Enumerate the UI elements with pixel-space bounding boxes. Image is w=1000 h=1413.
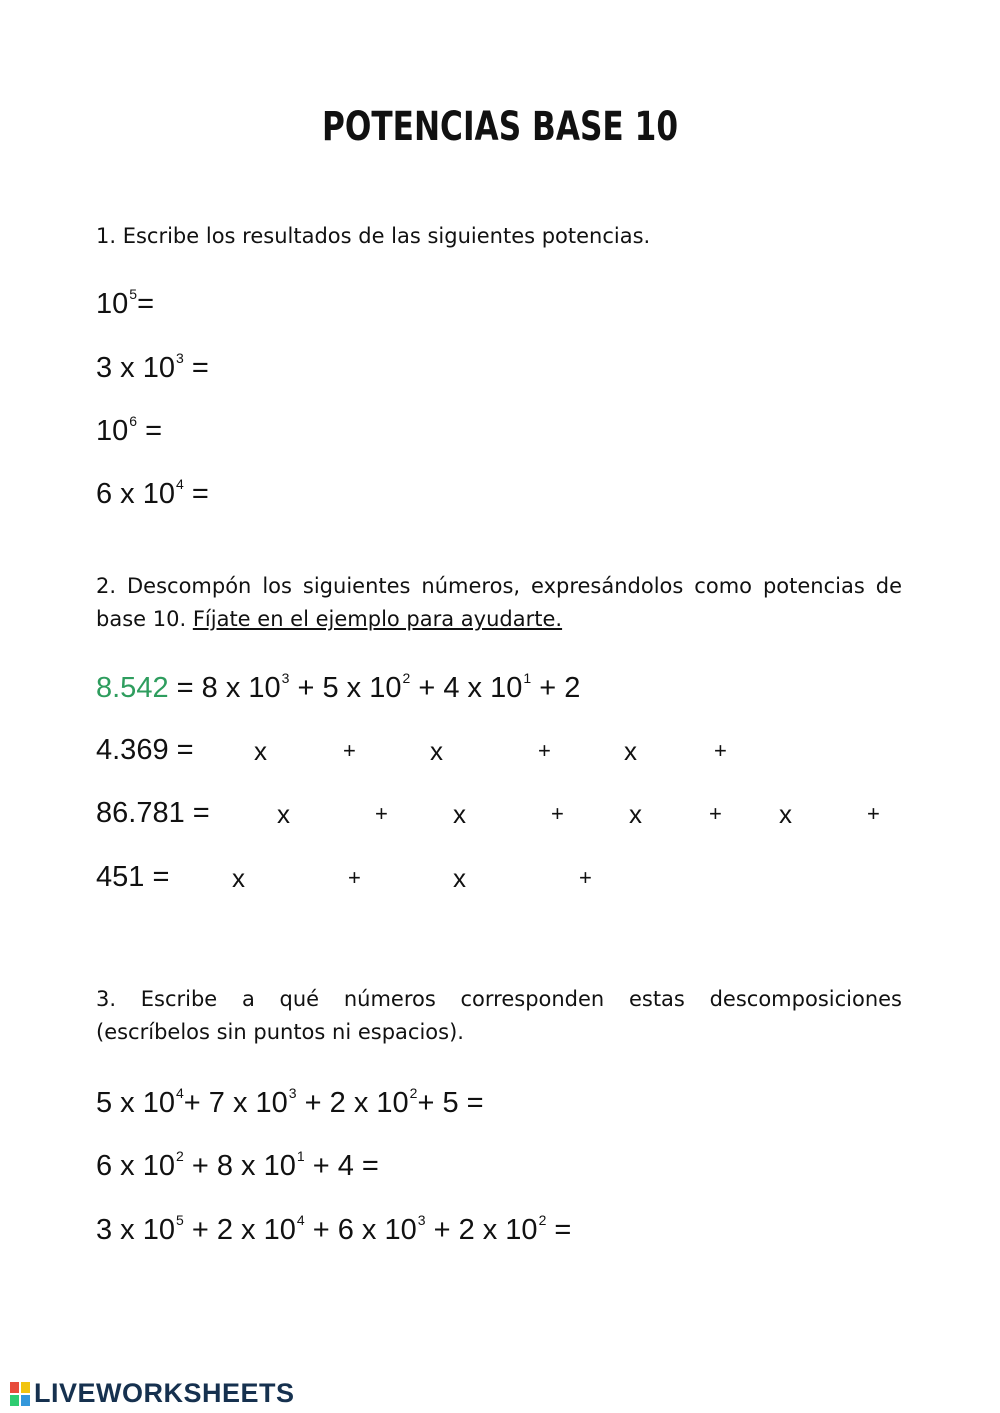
times-sign: x xyxy=(453,863,466,893)
instruction-2-line-2: base 10. Fíjate en el ejemplo para ayudarte. xyxy=(96,607,563,631)
power-item-4: 6 x $10^4$ = xyxy=(96,476,209,510)
instruction-2-line-1: 2. Descompón los siguientes números, expresándolos como potencias de xyxy=(96,574,902,598)
plus-sign: + xyxy=(551,801,564,826)
liveworksheets-logo xyxy=(9,1378,295,1409)
times-sign: x xyxy=(254,736,267,766)
instruction-3 xyxy=(96,983,902,1016)
instruction-3-line-1: 3. Escribe a qué números corresponden estas descomposiciones xyxy=(96,987,902,1011)
times-sign: x xyxy=(453,799,466,829)
composition-3: 3 x $10^5 + 2$ x $10^4 + 6$ x $10^3 + 2$ x $10^2$ = xyxy=(96,1212,572,1246)
example-number: 8.542 xyxy=(96,672,169,704)
hint-link: Fíjate en el ejemplo para ayudarte. xyxy=(192,607,563,631)
power-item-2: 3 x $10^3$ = xyxy=(96,350,209,384)
times-sign: x xyxy=(277,799,290,829)
decompose-label-1: 4.369 = xyxy=(96,734,194,766)
plus-sign: + xyxy=(375,801,388,826)
times-sign: x xyxy=(430,736,443,766)
plus-sign: + xyxy=(709,801,722,826)
power-item-1: $10^5=$ xyxy=(96,286,154,320)
composition-1: 5 x $10^4+ 7$ x $10^3 + 2$ x $10^2+ 5$ = xyxy=(96,1085,484,1119)
instruction-1: 1. Escribe los resultados de las siguientes potencias. xyxy=(96,224,651,248)
page-title: POTENCIAS BASE 10 xyxy=(321,104,679,150)
liveworksheets-icon xyxy=(9,1381,31,1407)
brand-name: LIVEWORKSHEETS xyxy=(34,1378,295,1408)
decompose-label-3: 451 = xyxy=(96,861,170,893)
composition-2: 6 x $10^2 + 8$ x $10^1 + 4$ = xyxy=(96,1148,379,1182)
plus-sign: + xyxy=(867,801,880,826)
plus-sign: + xyxy=(538,738,551,763)
example-decomposition: 8.542 = 8 x $10^3 + 5$ x $10^2 + 4$ x $10^1 + 2$ xyxy=(96,670,581,704)
plus-sign: + xyxy=(343,738,356,763)
times-sign: x xyxy=(624,736,637,766)
times-sign: x xyxy=(232,863,245,893)
instruction-2 xyxy=(96,570,902,603)
plus-sign: + xyxy=(348,865,361,890)
instruction-3-line-2: (escríbelos sin puntos ni espacios). xyxy=(96,1020,464,1044)
decompose-label-2: 86.781 = xyxy=(96,797,210,829)
times-sign: x xyxy=(779,799,792,829)
power-item-3: $10^6$ = xyxy=(96,413,163,447)
times-sign: x xyxy=(629,799,642,829)
plus-sign: + xyxy=(579,865,592,890)
plus-sign: + xyxy=(714,738,727,763)
